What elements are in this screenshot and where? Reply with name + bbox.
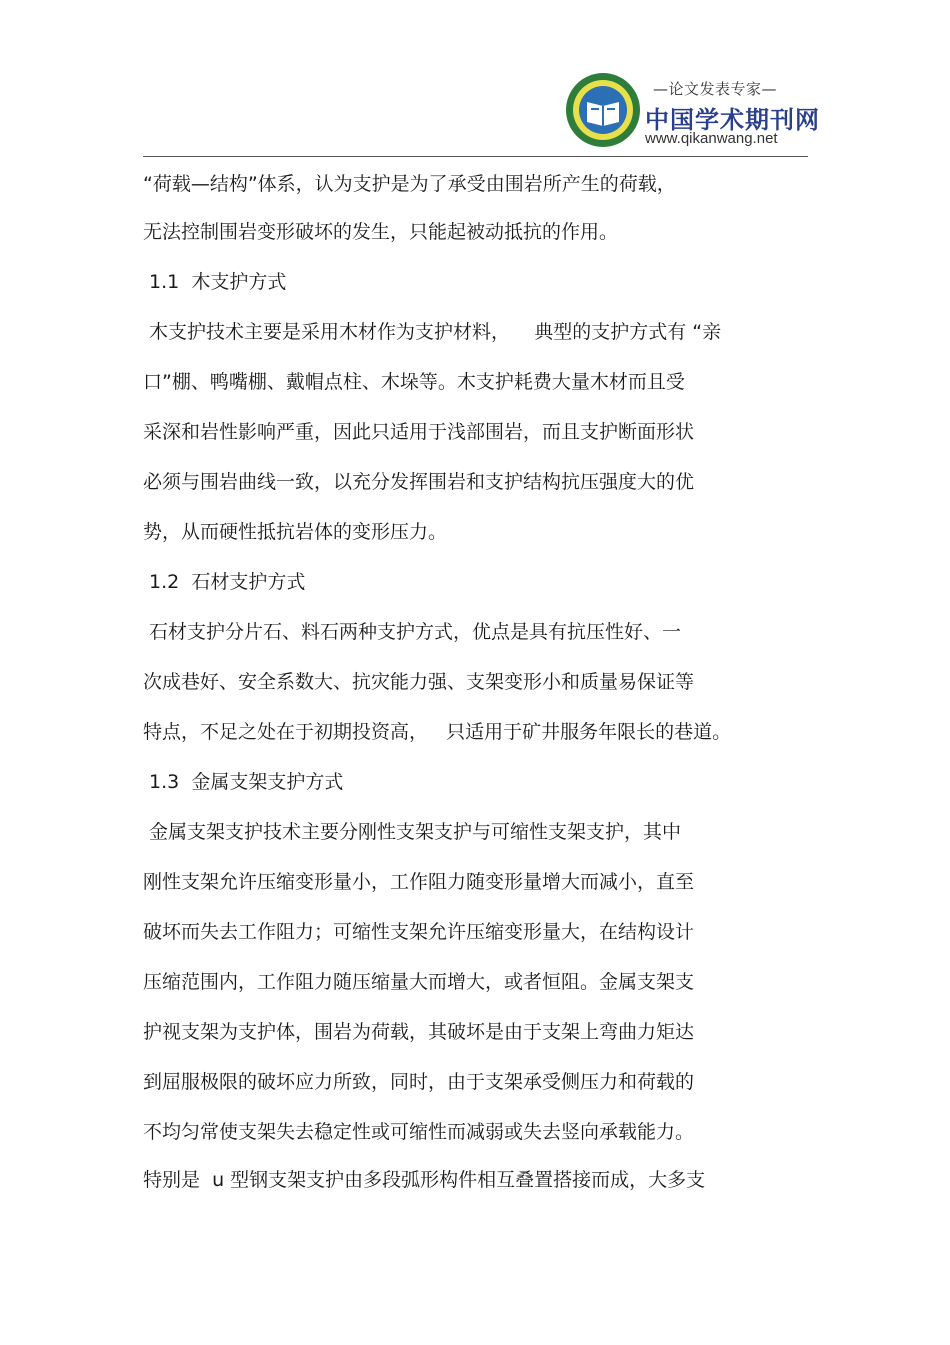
text-line: 必须与围岩曲线一致，以充分发挥围岩和支护结构抗压强度大的优 bbox=[143, 471, 695, 493]
logo-url: www.qikanwang.net bbox=[645, 130, 778, 147]
text-line: 护视支架为支护体，围岩为荷载，其破坏是由于支架上弯曲力矩达 bbox=[143, 1021, 695, 1043]
logo-site-name: 中国学术期刊网 bbox=[645, 106, 820, 134]
text-line: 金属支架支护技术主要分刚性支架支护与可缩性支架支护，其中 bbox=[143, 821, 682, 843]
text-line: 刚性支架允许压缩变形量小，工作阻力随变形量增大而减小，直至 bbox=[143, 871, 695, 893]
text-line: 势，从而硬性抵抗岩体的变形压力。 bbox=[143, 521, 448, 543]
text-line: 特点，不足之处在于初期投资高， 只适用于矿井服务年限长的巷道。 bbox=[143, 721, 732, 743]
text-line: 采深和岩性影响严重，因此只适用于浅部围岩，而且支护断面形状 bbox=[143, 421, 695, 443]
text-line: 破坏而失去工作阻力；可缩性支架允许压缩变形量大，在结构设计 bbox=[143, 921, 695, 943]
section-heading: 1.1 木支护方式 bbox=[143, 271, 287, 293]
logo-tagline: —论文发表专家— bbox=[653, 80, 778, 98]
header-divider bbox=[143, 156, 808, 157]
site-logo bbox=[565, 72, 820, 152]
text-line: 木支护技术主要是采用木材作为支护材料， 典型的支护方式有 “亲 bbox=[143, 321, 722, 343]
text-line: 压缩范围内，工作阻力随压缩量大而增大，或者恒阻。金属支架支 bbox=[143, 971, 695, 993]
text-line: “荷载—结构”体系，认为支护是为了承受由围岩所产生的荷载， bbox=[143, 173, 676, 195]
logo-emblem-icon bbox=[565, 72, 641, 148]
text-line: 到屈服极限的破坏应力所致，同时，由于支架承受侧压力和荷载的 bbox=[143, 1071, 695, 1093]
text-line: 口”棚、鸭嘴棚、戴帽点柱、木垛等。木支护耗费大量木材而且受 bbox=[143, 371, 685, 393]
text-line: 不均匀常使支架失去稳定性或可缩性而减弱或失去竖向承载能力。 bbox=[143, 1121, 695, 1143]
text-line: 石材支护分片石、料石两种支护方式，优点是具有抗压性好、一 bbox=[143, 621, 682, 643]
section-heading: 1.2 石材支护方式 bbox=[143, 571, 306, 593]
section-heading: 1.3 金属支架支护方式 bbox=[143, 771, 344, 793]
text-line: 次成巷好、安全系数大、抗灾能力强、支架变形小和质量易保证等 bbox=[143, 671, 695, 693]
text-line: 无法控制围岩变形破坏的发生，只能起被动抵抗的作用。 bbox=[143, 221, 619, 243]
text-line: 特别是 u 型钢支架支护由多段弧形构件相互叠置搭接而成，大多支 bbox=[143, 1169, 706, 1191]
